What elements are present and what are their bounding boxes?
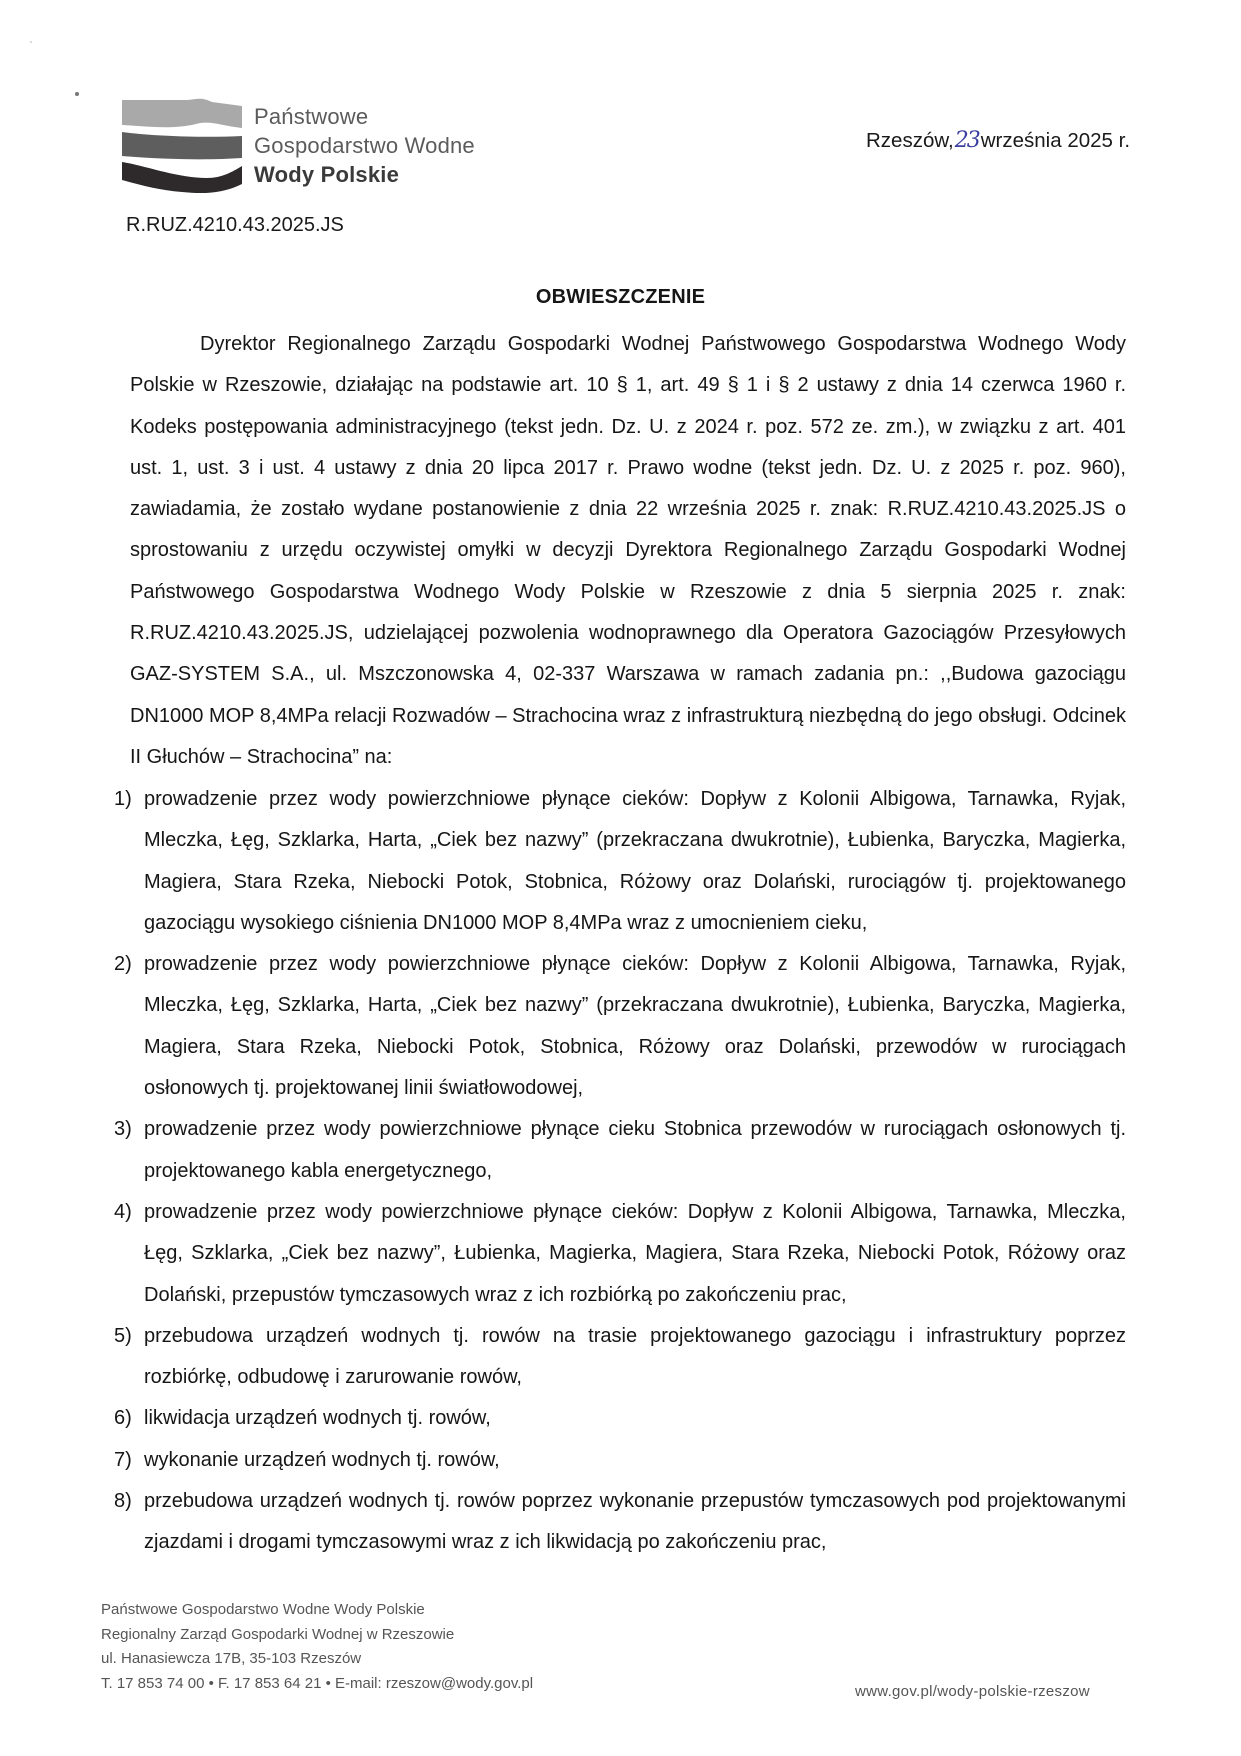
wody-polskie-waves-logo-icon [122, 98, 242, 194]
list-item [114, 1481, 1126, 1564]
document-title: OBWIESZCZENIE [535, 286, 706, 308]
list-item-text: przebudowa urządzeń wodnych tj. rowów na trasie projektowanego gazociągu i infrastruktury poprzez rozbiórkę, odbudowę i zarurowanie rowów, [144, 1324, 1126, 1389]
list-item [114, 944, 1126, 1109]
footer-contact-block [101, 1598, 533, 1696]
footer-phone-fax-email: T. 17 853 74 00 • F. 17 853 64 21 • E-mail: rzeszow@wody.gov.pl [101, 1674, 534, 1692]
list-item-number: 6) [114, 1407, 132, 1430]
list-item [114, 1440, 1126, 1481]
intro-paragraph: Dyrektor Regionalnego Zarządu Gospodarki Wodnej Państwowego Gospodarstwa Wodnego Wody Polskie w Rzeszowie, działając na podstawie art. 10 § 1, art. 49 § 1 i § 2 ustawy z dnia 14 czerwca 1960 r. Kodeks postępowania administracyjnego (tekst jedn. Dz. U. z 2024 r. poz. 572 ze. zm.), w związku z art. 401 ust. 1, ust. 3 i ust. 4 ustawy z dnia 20 lipca 2017 r. Prawo wodne (tekst jedn. Dz. U. z 2025 r. poz. 960), zawiadamia, że zostało wydane postanowienie z dnia 22 września 2025 r. znak: R.RUZ.4210.43.2025.JS o sprostowaniu z urzędu oczywistej omyłki w decyzji Dyrektora Regionalnego Zarządu Gospodarki Wodnej Państwowego Gospodarstwa Wodnego Wody Polskie w Rzeszowie z dnia 5 sierpnia 2025 r. znak: R.RUZ.4210.43.2025.JS, udzielającej pozwolenia wodnoprawnego dla Operatora Gazociągów Przesyłowych GAZ-SYSTEM S.A., ul. Mszczonowska 4, 02-337 Warszawa w ramach zadania pn.: ,,Budowa gazociągu DN1000 MOP 8,4MPa relacji Rozwadów – Strachocina wraz z infrastrukturą niezbędną do jego obsługi. Odcinek II Głuchów – Strachocina” na: [130, 333, 1126, 768]
list-item-number: 2) [114, 953, 132, 976]
list-item-number: 3) [114, 1118, 132, 1141]
footer-regional-office: Regionalny Zarząd Gospodarki Wodnej w Rzeszowie [101, 1625, 455, 1643]
intro-paragraph-block [130, 324, 1126, 778]
list-item-number: 7) [114, 1448, 132, 1471]
organization-logo [122, 98, 542, 198]
footer-address: ul. Hanasiewcza 17B, 35-103 Rzeszów [101, 1650, 362, 1667]
list-item-text: wykonanie urządzeń wodnych tj. rowów, [144, 1448, 500, 1471]
list-item-text: prowadzenie przez wody powierzchniowe płynące cieków: Dopływ z Kolonii Albigowa, Tarnawka, Ryjak, Mleczka, Łęg, Szklarka, Harta, „Ciek bez nazwy” (przekraczana dwukrotnie), Łubienka, Baryczka, Magierka, Magiera, Stara Rzeka, Niebocki Potok, Stobnica, Różowy oraz Dolański, przewodów w rurociągach osłonowych tj. projektowanej linii światłowodowej, [144, 953, 1126, 1100]
date-month-year: września 2025 r. [980, 129, 1131, 152]
list-item [114, 1192, 1126, 1316]
list-item-text: prowadzenie przez wody powierzchniowe płynące cieków: Dopływ z Kolonii Albigowa, Tarnawka, Ryjak, Mleczka, Łęg, Szklarka, Harta, „Ciek bez nazwy” (przekraczana dwukrotnie), Łubienka, Baryczka, Magierka, Magiera, Stara Rzeka, Niebocki Potok, Stobnica, Różowy oraz Dolański, rurociągów tj. projektowanego gazociągu wysokiego ciśnienia DN1000 MOP 8,4MPa wraz z umocnieniem cieku, [144, 788, 1126, 934]
case-reference-number: R.RUZ.4210.43.2025.JS [126, 214, 344, 236]
list-item [114, 1316, 1126, 1399]
logo-line-1: Państwowe [254, 104, 369, 129]
logo-line-2: Gospodarstwo Wodne [254, 133, 475, 158]
scan-speck [75, 92, 79, 96]
list-item-number: 8) [114, 1490, 132, 1513]
list-item [114, 1109, 1126, 1192]
list-item [114, 779, 1126, 944]
logo-line-3: Wody Polskie [254, 162, 400, 187]
list-item-number: 1) [114, 788, 132, 810]
scan-speck [30, 41, 32, 43]
list-item-number: 4) [114, 1200, 132, 1223]
place-and-date [866, 128, 1130, 153]
permitted-works-list [114, 779, 1126, 1564]
handwritten-day: 23 [954, 128, 979, 153]
logo-wordmark [254, 102, 475, 189]
place-name: Rzeszów, [866, 129, 954, 152]
list-item-text: prowadzenie przez wody powierzchniowe płynące cieków: Dopływ z Kolonii Albigowa, Tarnawka, Mleczka, Łęg, Szklarka, „Ciek bez nazwy”, Łubienka, Magierka, Magiera, Stara Rzeka, Niebocki Potok, Różowy oraz Dolański, przepustów tymczasowych wraz z ich rozbiórką po zakończeniu prac, [144, 1200, 1126, 1306]
list-item-text: przebudowa urządzeń wodnych tj. rowów poprzez wykonanie przepustów tymczasowych pod projektowanymi zjazdami i drogami tymczasowymi wraz z ich likwidacją po zakończeniu prac, [144, 1490, 1126, 1554]
list-item-text: prowadzenie przez wody powierzchniowe płynące cieku Stobnica przewodów w rurociągach osłonowych tj. projektowanego kabla energetycznego, [144, 1118, 1126, 1182]
list-item-number: 5) [114, 1324, 132, 1347]
footer-org-name: Państwowe Gospodarstwo Wodne Wody Polskie [101, 1601, 425, 1618]
footer-website: www.gov.pl/wody-polskie-rzeszow [855, 1683, 1090, 1700]
list-item [114, 1398, 1126, 1439]
list-item-text: likwidacja urządzeń wodnych tj. rowów, [144, 1407, 491, 1430]
